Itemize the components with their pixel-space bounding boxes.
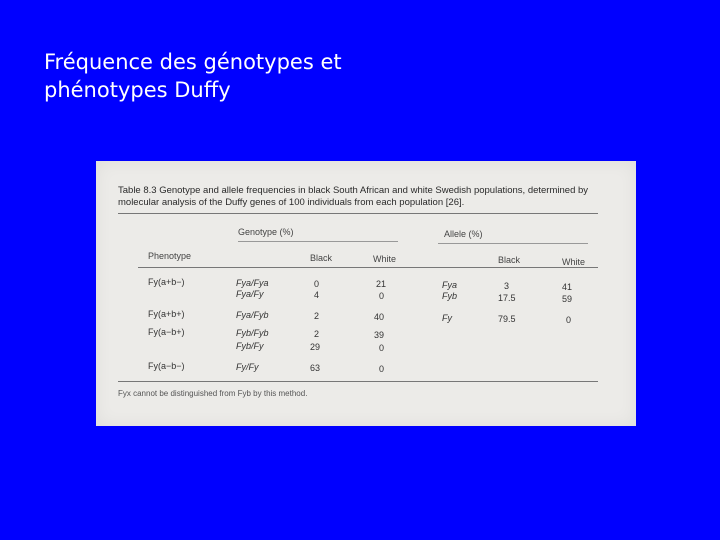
row4-black: 2 [314, 329, 320, 339]
row1-phenotype: Fy(a+b−) [148, 277, 185, 287]
slide-title-line-2: phénotypes Duffy [44, 78, 231, 102]
table-caption: Table 8.3 Genotype and allele frequencies in black South African and white Swedish populations, determined by molecular analysis of the Duffy genes of 100 individuals from each population [26]. [118, 185, 589, 208]
row3-phenotype: Fy(a+b+) [148, 309, 185, 319]
table-footnote: Fyx cannot be distinguished from Fyb by this method. [118, 389, 308, 398]
row1-white: 21 [376, 279, 387, 289]
row6-phenotype: Fy(a−b−) [148, 361, 185, 371]
allele1-white: 41 [562, 282, 573, 292]
allele-rule [438, 243, 588, 244]
row5-white: 0 [379, 343, 385, 353]
row6-white: 0 [379, 364, 385, 374]
row5-genotype: Fyb/Fy [236, 341, 264, 351]
row3-black: 2 [314, 311, 320, 321]
col-white: White [373, 254, 397, 264]
slide-title [44, 48, 342, 104]
allele2-black: 17.5 [498, 293, 516, 303]
row4-genotype: Fyb/Fyb [236, 328, 269, 338]
row2-black: 4 [314, 290, 320, 300]
table-bottom-rule [118, 381, 598, 382]
row5-black: 29 [310, 342, 321, 352]
genotype-header: Genotype (%) [238, 227, 294, 237]
allele1-name: Fya [442, 280, 458, 290]
allele-header: Allele (%) [444, 229, 483, 239]
row2-genotype: Fya/Fy [236, 289, 264, 299]
row6-genotype: Fy/Fy [236, 362, 259, 372]
row3-genotype: Fya/Fyb [236, 310, 269, 320]
row3-white: 40 [374, 312, 385, 322]
allele2-white: 59 [562, 294, 573, 304]
slide-title-line-1: Fréquence des génotypes et [44, 50, 342, 74]
header-rule [138, 267, 598, 268]
allele3-white: 0 [566, 315, 572, 325]
col-black: Black [310, 253, 333, 263]
row4-phenotype: Fy(a−b+) [148, 327, 185, 337]
genotype-rule [238, 241, 398, 242]
col-black-allele: Black [498, 255, 521, 265]
col-white-allele: White [562, 257, 586, 267]
allele3-black: 79.5 [498, 314, 516, 324]
row1-black: 0 [314, 279, 320, 289]
row2-white: 0 [379, 291, 385, 301]
allele1-black: 3 [504, 281, 510, 291]
col-phenotype: Phenotype [148, 251, 192, 261]
table-top-rule [118, 213, 598, 214]
row4-white: 39 [374, 330, 385, 340]
row6-black: 63 [310, 363, 321, 373]
row1-genotype: Fya/Fya [236, 278, 269, 288]
allele2-name: Fyb [442, 291, 458, 301]
scanned-table-image [96, 161, 636, 426]
allele3-name: Fy [442, 313, 452, 323]
